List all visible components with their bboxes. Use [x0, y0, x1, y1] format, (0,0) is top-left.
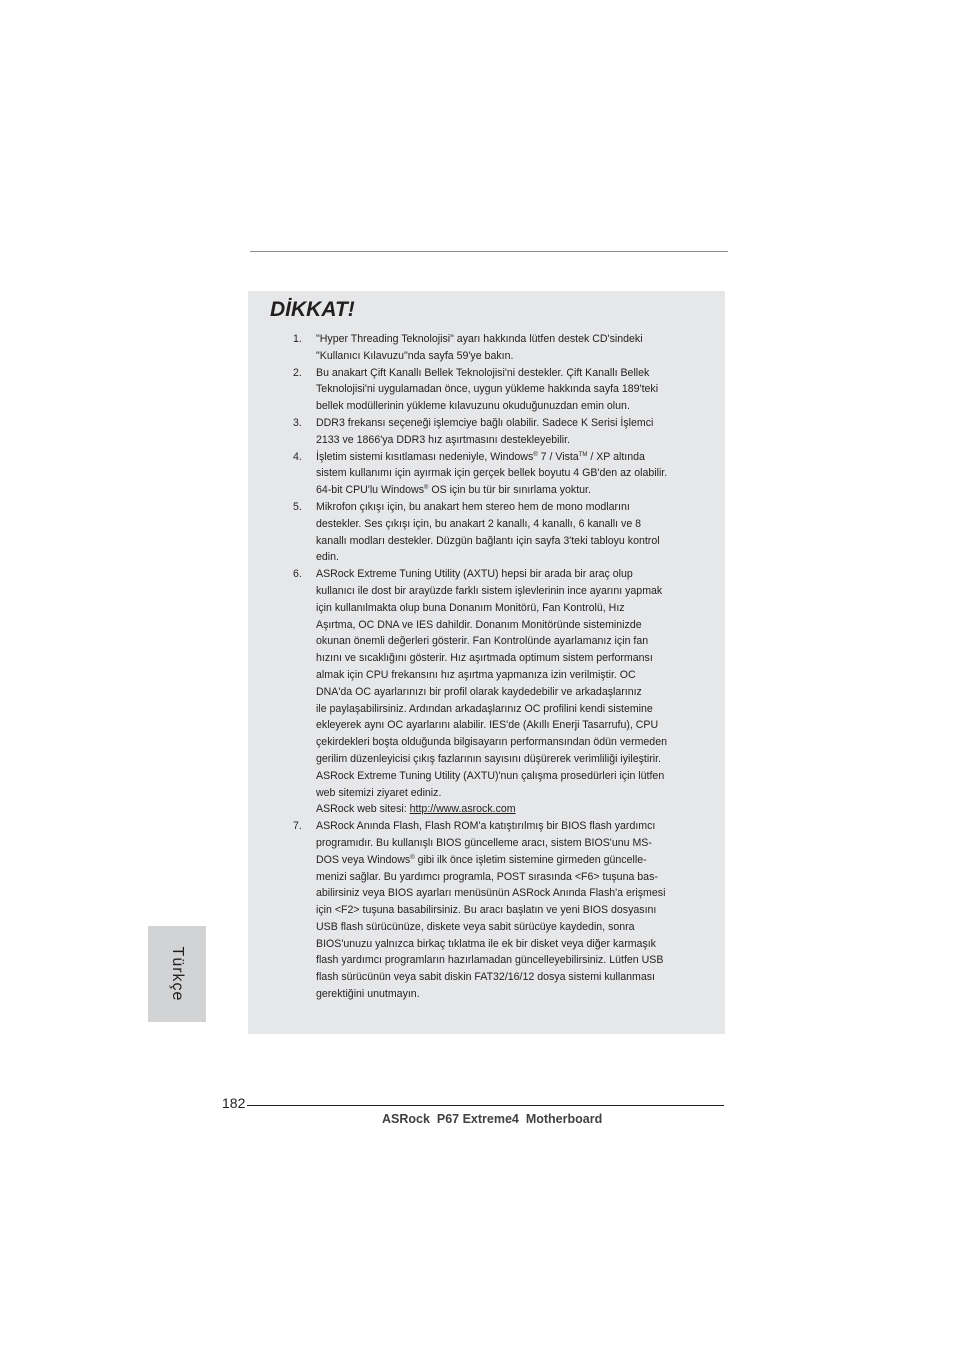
item-text-line: BIOS'unuzu yalnızca birkaç tıklatma ile ek bir disket veya diğer karmaşık: [316, 937, 656, 950]
item-text-line: gerektiğini unutmayın.: [316, 988, 420, 1001]
list-item: [288, 331, 708, 365]
item-text-line: DNA'da OC ayarlarınızı bir profil olarak kaydedebilir ve arkadaşlarınız: [316, 685, 642, 698]
item-text-line: almak için CPU frekansını hız aşırtma yapmanıza izin verilmiştir. OC: [316, 668, 636, 681]
item-text-line: flash yardımcı programların hazırlamadan güncelleyebilirsiniz. Lütfen USB: [316, 954, 664, 967]
asrock-website-link[interactable]: http://www.asrock.com: [409, 803, 516, 816]
text-fragment: 7 / Vista: [537, 450, 579, 463]
language-label: Türkçe: [169, 946, 186, 1002]
item-text-line: destekler. Ses çıkışı için, bu anakart 2 kanallı, 4 kanallı, 6 kanallı ve 8: [316, 517, 642, 530]
list-item: [288, 566, 708, 818]
item-text-line: flash sürücünün veya sabit diskin FAT32/16/12 dosya sistemi kullanması: [316, 971, 655, 984]
item-text-line: menizi sağlar. Bu yardımcı programla, POST sırasında <F6> tuşuna bas-: [316, 870, 658, 883]
text-fragment: gibi ilk önce işletim sistemine girmeden güncelle-: [414, 853, 647, 866]
item-text-line: "Hyper Threading Teknolojisi" ayarı hakkında lütfen destek CD'sindeki: [316, 333, 643, 345]
item-number: 7.: [293, 820, 302, 833]
item-text-line: web sitemizi ziyaret ediniz.: [316, 786, 442, 799]
item-number: 1.: [293, 333, 302, 345]
item-number: 3.: [293, 416, 302, 429]
item-text-line: çekirdekleri boşta olduğunda bilgisayarın performansından ödün vermeden: [316, 736, 667, 749]
item-text-line: Bu anakart Çift Kanallı Bellek Teknolojisi'ni destekler. Çift Kanallı Bellek: [316, 366, 650, 379]
item-text-line: için kullanılmakta olup buna Donanım Monitörü, Fan Kontrolü, Hız: [316, 601, 625, 614]
item-text-line: 2133 ve 1866'ya DDR3 hız aşırtmasını destekleyebilir.: [316, 433, 571, 446]
trademark-mark: TM: [578, 451, 588, 458]
footer-product-name: ASRock P67 Extreme4 Motherboard: [382, 1112, 603, 1126]
item-number: 4.: [293, 450, 302, 463]
item-text-line: okunan önemli değerleri gösterir. Fan Kontrolünde ayarlamanız için fan: [316, 635, 649, 648]
item-text-line: kanallı modları destekler. Düzgün bağlantı için sayfa 3'teki tabloyu kontrol: [316, 534, 660, 547]
registered-mark: ®: [410, 854, 415, 861]
header-divider: [250, 251, 728, 252]
item-text-line: gerilim düzenleyicisi çıkış fazlarının sayısını düşürerek verimliliği iyileştirir.: [316, 752, 661, 765]
item-text-line: ASRock Extreme Tuning Utility (AXTU) hepsi bir arada bir araç olup: [316, 568, 633, 581]
list-item: [288, 818, 708, 1003]
text-fragment: OS için bu tür bir sınırlama yoktur.: [428, 484, 591, 497]
item-text-line: DDR3 frekansı seçeneği işlemciye bağlı olabilir. Sadece K Serisi İşlemci: [316, 416, 654, 429]
item-text-line: için <F2> tuşuna basabilirsiniz. Bu aracı başlatın ve yeni BIOS dosyasını: [316, 904, 657, 917]
item-number: 5.: [293, 500, 302, 513]
list-item: [288, 365, 708, 415]
item-number: 2.: [293, 366, 302, 379]
item-text-line: kullanıcı ile dost bir arayüzde farklı sistem işlevlerinin ince ayarını yapmak: [316, 584, 663, 597]
notice-title: DİKKAT!: [270, 298, 355, 321]
item-text-line: [316, 449, 708, 466]
item-text-line: edin.: [316, 551, 339, 564]
text-fragment: / XP altında: [587, 450, 645, 463]
website-label: ASRock web sitesi:: [316, 803, 410, 816]
item-text-line: USB flash sürücünüze, diskete veya sabit sürücüye kaydedin, sonra: [316, 920, 635, 933]
registered-mark: ®: [533, 451, 538, 458]
list-item: [288, 415, 708, 449]
text-fragment: İşletim sistemi kısıtlaması nedeniyle, Windows: [316, 450, 534, 463]
item-text-line: [316, 482, 708, 499]
item-text-line: Mikrofon çıkışı için, bu anakart hem stereo hem de mono modlarını: [316, 500, 630, 513]
item-text-line: [316, 852, 708, 869]
text-fragment: 64-bit CPU'lu Windows: [316, 484, 424, 497]
item-text-line: programıdır. Bu kullanışlı BIOS güncelleme aracı, sistem BIOS'unu MS-: [316, 836, 652, 849]
item-text-line: ile paylaşabilirsiniz. Ardından arkadaşlarınız OC profilini kendi sistemine: [316, 702, 653, 715]
item-number: 6.: [293, 568, 302, 581]
language-tab: [148, 926, 206, 1022]
item-text-line: bellek modüllerinin yükleme kılavuzunu okuduğunuzdan emin olun.: [316, 400, 630, 413]
page-number: 182: [222, 1095, 246, 1111]
item-text-line: ASRock Anında Flash, Flash ROM'a katıştırılmış bir BIOS flash yardımcı: [316, 820, 656, 833]
item-text-line: "Kullanıcı Kılavuzu"nda sayfa 59'ye bakın.: [316, 349, 514, 362]
item-text-line: ekleyerek aynı OC ayarlarını alabilir. IES'de (Akıllı Enerji Tasarrufu), CPU: [316, 719, 659, 732]
item-text-line: abilirsiniz veya BIOS ayarları menüsünün ASRock Anında Flash'a erişmesi: [316, 887, 666, 900]
item-text-line: Aşırtma, OC DNA ve IES dahildir. Donanım Monitöründe sisteminizde: [316, 618, 642, 631]
caution-notice-box: [248, 291, 725, 1034]
text-fragment: DOS veya Windows: [316, 853, 411, 866]
website-line: [316, 801, 708, 818]
list-item: [288, 499, 708, 566]
registered-mark: ®: [424, 485, 429, 492]
list-item: [288, 449, 708, 499]
item-text-line: sistem kullanımı için ayırmak için gerçek bellek boyutu 4 GB'den az olabilir.: [316, 467, 668, 480]
notice-list: [288, 331, 708, 1003]
item-text-line: hızını ve sıcaklığını gösterir. Hız aşırtmada optimum sistem performansı: [316, 652, 653, 665]
item-text-line: Teknolojisi'ni uygulamadan önce, uygun yükleme hakkında sayfa 189'teki: [316, 383, 659, 396]
footer-divider: [247, 1105, 724, 1106]
item-text-line: ASRock Extreme Tuning Utility (AXTU)'nun çalışma prosedürleri için lütfen: [316, 769, 665, 782]
